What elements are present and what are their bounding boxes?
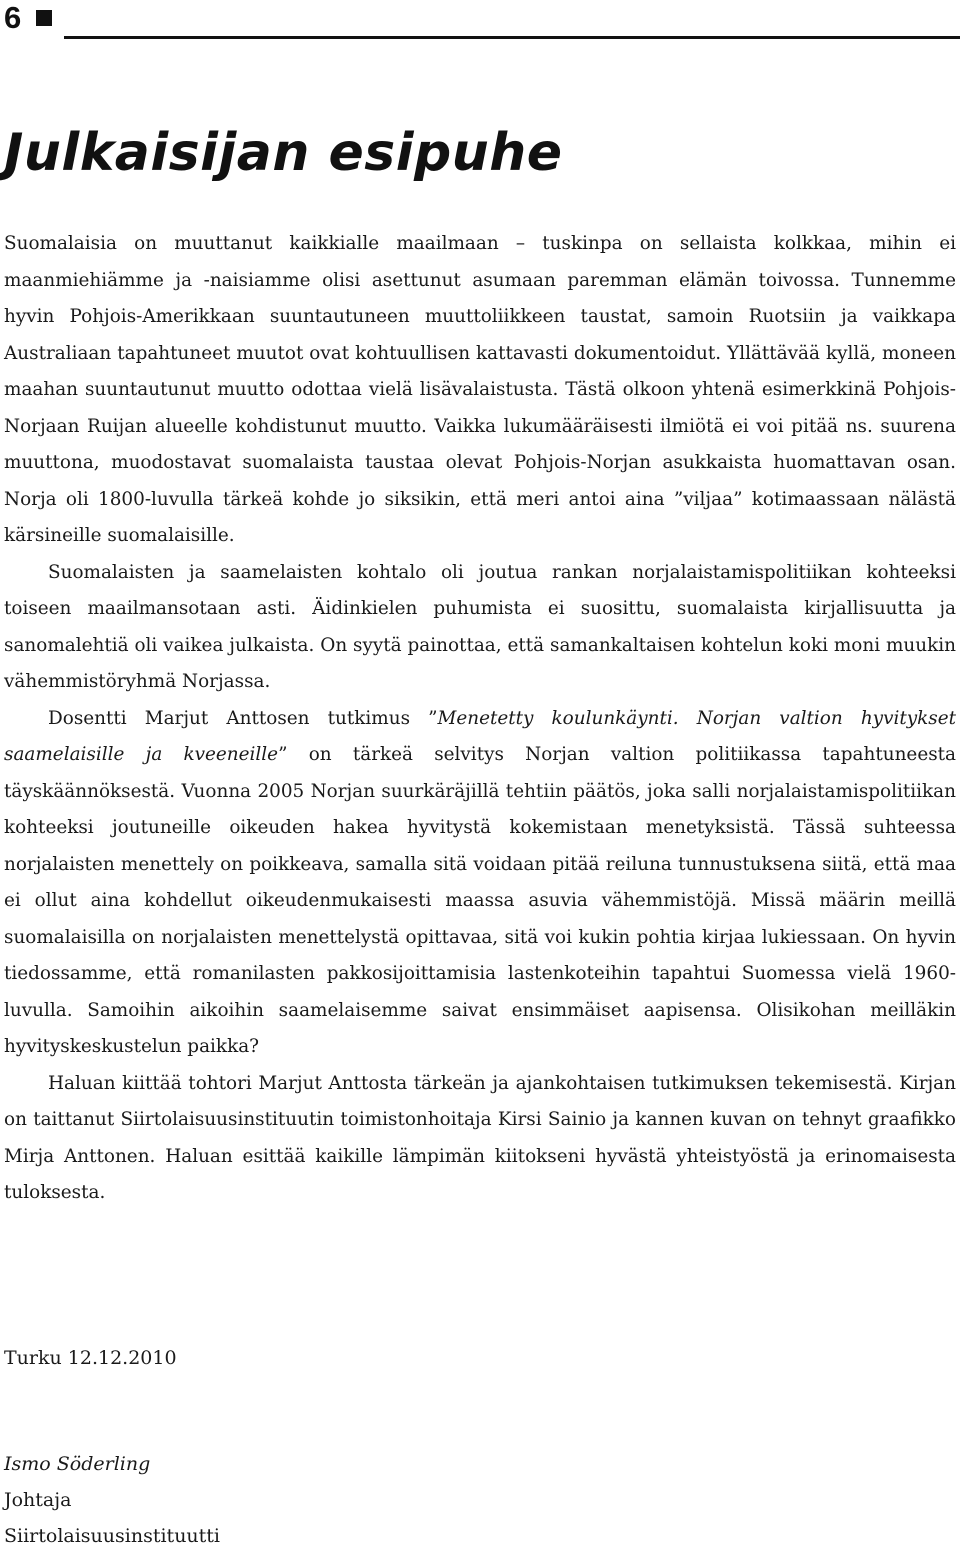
page-header	[0, 0, 960, 44]
book-title-italic: Menetetty koulunkäynti. Norjan valtion hyvitykset saamelaisille ja kveeneille	[4, 707, 956, 765]
page-number: 6	[4, 0, 22, 35]
preface-body	[4, 226, 956, 1212]
paragraph-3	[4, 701, 956, 1066]
page-marker-square	[36, 10, 52, 26]
paragraph-4: Haluan kiittää tohtori Marjut Anttosta tärkeän ja ajankohtaisen tutkimuksen tekemisestä. Kirjan on taittanut Siirtolaisuusinstituutin toimistonhoitaja Kirsi Sainio ja kannen kuvan on tehnyt graafikko Mirja Anttonen. Haluan esittää kaikille lämpimän kiitokseni hyvästä yhteistyöstä ja erinomaisesta tuloksesta.	[4, 1072, 956, 1203]
signature-organization: Siirtolaisuusinstituutti	[4, 1525, 221, 1547]
signature-role: Johtaja	[4, 1489, 72, 1511]
page-title: Julkaisijan esipuhe	[4, 123, 563, 183]
paragraph-3-intro: Dosentti Marjut Anttosen tutkimus ”	[48, 707, 438, 729]
signature-block	[4, 1446, 220, 1554]
dateline: Turku 12.12.2010	[4, 1347, 177, 1369]
paragraph-2: Suomalaisten ja saamelaisten kohtalo oli joutua rankan norjalaistamispolitiikan kohteeksi toiseen maailmansotaan asti. Äidinkielen puhumista ei suosittu, suomalaista kirjallisuutta ja sanomalehtiä oli vaikea julkaista. On syytä painottaa, että samankaltaisen kohtelun koki moni muukin vähemmistöryhmä Norjassa.	[4, 561, 956, 692]
paragraph-3-rest: ” on tärkeä selvitys Norjan valtion politiikassa tapahtuneesta täyskäännöksestä. Vuonna 2005 Norjan suurkäräjillä tehtiin päätös, joka salli norjalaistamispolitiikan kohteeksi joutuneille oikeuden hakea hyvitystä kokemistaan menetyksistä. Tässä suhteessa norjalaisten menettely on poikkeava, samalla sitä voidaan pitää reiluna tunnustuksena siitä, että maa ei ollut aina kohdellut oikeudenmukaisesti maassa asuvia vähemmistöjä. Missä määrin meillä suomalaisilla on norjalaisten menettelystä opittavaa, sitä voi kukin pohtia kirjaa lukiessaan. On hyvin tiedossamme, että romanilasten pakkosijoittamisia lastenkoteihin tapahtui Suomessa vielä 1960-luvulla. Samoihin aikoihin saamelaisemme saivat ensimmäiset aapisensa. Olisikohan meilläkin hyvityskeskustelun paikka?	[4, 744, 956, 1057]
paragraph-1: Suomalaisia on muuttanut kaikkialle maailmaan – tuskinpa on sellaista kolkkaa, mihin ei maanmiehiämme ja -naisiamme olisi asettunut asumaan paremman elämän toivossa. Tunnemme hyvin Pohjois-Amerikkaan suuntautuneen muuttoliikkeen taustat, samoin Ruotsiin ja vaikkapa Australiaan tapahtuneet muutot ovat kohtuullisen kattavasti dokumentoidut. Yllättävää kyllä, moneen maahan suuntautunut muutto odottaa vielä lisävalaistusta. Tästä olkoon yhtenä esimerkkinä Pohjois-Norjaan Ruijan alueelle kohdistunut muutto. Vaikka lukumääräisesti ilmiötä ei voi pitää ns. suurena muuttona, muodostavat suomalaista taustaa olevat Pohjois-Norjan asukkaista huomattavan osan. Norja oli 1800-luvulla tärkeä kohde jo siksikin, että meri antoi aina ”viljaa” kotimaassaan nälästä kärsineille suomalaisille.	[4, 233, 956, 546]
header-rule	[64, 36, 960, 39]
signature-name: Ismo Söderling	[4, 1453, 151, 1475]
